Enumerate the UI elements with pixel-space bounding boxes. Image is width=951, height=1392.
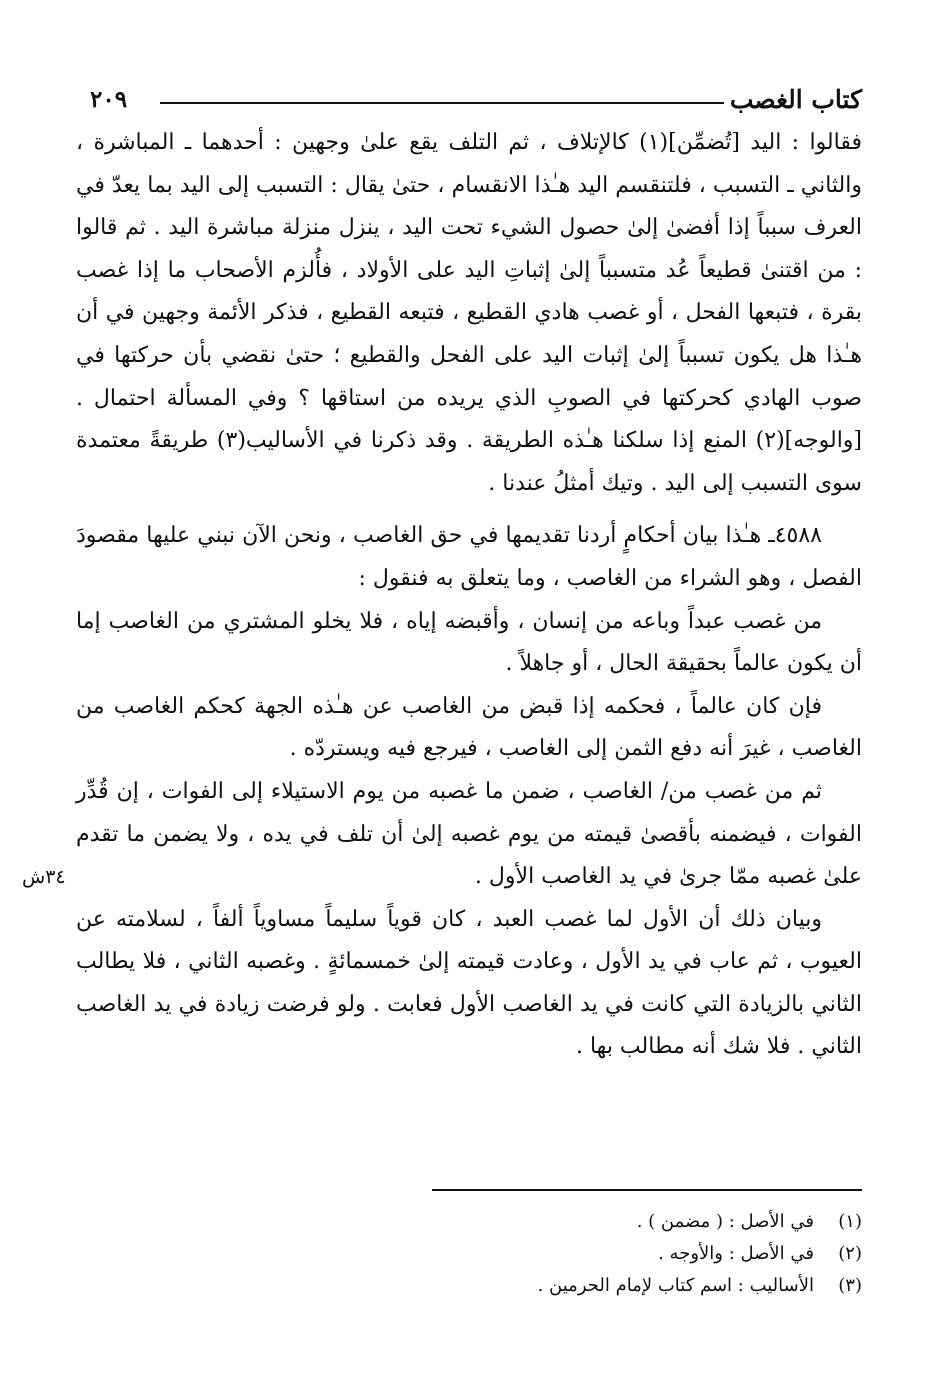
header-rule xyxy=(160,102,724,104)
footnote-text: في الأصل : ( مضمن ) . xyxy=(636,1211,814,1232)
paragraph-4: فإن كان عالماً ، فحكمه إذا قبض من الغاصب عن هـٰذه الجهة كحكم الغاصب من الغاصب ، غيرَ أنه دفع الثمن إلى الغاصب ، فيرجع فيه ويستردّه . xyxy=(76,693,862,762)
header-title: كتاب الغصب xyxy=(729,85,862,114)
footnote-number: (١) xyxy=(838,1211,862,1232)
paragraph-1: فقالوا : اليد [تُضمِّن](١) كالإتلاف ، ثم التلف يقع علىٰ وجهين : أحدهما ـ المباشرة ، والثاني ـ التسبب ، فلتنقسم اليد هـٰذا الانقسام ، حتىٰ يقال : التسبب إلى اليد بما يعدّ في العرف سبباً إذا أفضىٰ إلىٰ حصول الشيء تحت اليد ، ينزل منزلة مباشرة اليد . ثم قالوا : من اقتنىٰ قطيعاً عُد متسبباً إلىٰ إثباتِ اليد على الأولاد ، فأُلزم الأصحاب ما إذا غصب بقرة ، فتبعها الفحل ، أو غصب هادي القطيع ، فتبعه القطيع ، فذكر الأئمة وجهين في أن هـٰذا هل يكون تسبباً إلىٰ إثبات اليد على الفحل والقطيع ؛ حتىٰ نقضي بأن حركتها في صوب الهادي كحركتها في الصوبِ الذي يريده من استاقها ؟ وفي المسألة احتمال . [والوجه](٢) المنع إذا سلكنا هـٰذه الطريقة . وقد ذكرنا في الأساليب(٣) طريقةً معتمدة سوى التسبب إلى اليد . وتيك أمثلُ عندنا . xyxy=(76,130,863,496)
footnote-rule xyxy=(432,1189,862,1191)
footnotes xyxy=(162,1206,862,1302)
footnote-number: (٢) xyxy=(838,1243,862,1264)
page-number: ٢٠٩ xyxy=(90,86,128,113)
paragraph-6: وبيان ذلك أن الأول لما غصب العبد ، كان قوياً سليماً مساوياً ألفاً ، لسلامته عن العيوب ، ثم عاب في يد الأول ، وعادت قيمته إلىٰ خمسمائةٍ . وغصبه الثاني ، فلا يطالب الثاني بالزيادة التي كانت في يد الغاصب الأول فعابت . ولو فرضت زيادة في يد الغاصب الثاني . فلا شك أنه مطالب بها . xyxy=(76,906,862,1060)
paragraph-3: من غصب عبداً وباعه من إنسان ، وأقبضه إياه ، فلا يخلو المشتري من الغاصب إما أن يكون عالماً بحقيقة الحال ، أو جاهلاً . xyxy=(76,608,862,677)
main-text xyxy=(76,122,862,1069)
running-header xyxy=(90,80,862,120)
footnote-text: في الأصل : والأوجه . xyxy=(658,1243,814,1264)
margin-folio-note: ٣٤ش xyxy=(22,866,66,888)
footnote-item xyxy=(162,1270,862,1302)
paragraph-2: ٤٥٨٨ـ هـٰذا بيان أحكامٍ أردنا تقديمها في حق الغاصب ، ونحن الآن نبني عليها مقصودَ الفصل ، وهو الشراء من الغاصب ، وما يتعلق به فنقول : xyxy=(76,523,862,591)
footnote-item xyxy=(162,1238,862,1270)
footnote-text: الأساليب : اسم كتاب لإمام الحرمين . xyxy=(537,1275,814,1296)
paragraph-5: ثم من غصب من/ الغاصب ، ضمن ما غصبه من يوم الاستيلاء إلى الفوات ، إن قُدِّر الفوات ، فيضمنه بأقصىٰ قيمته من يوم غصبه إلىٰ أن تلف في يده ، ولا يضمن ما تقدم علىٰ غصبه ممّا جرىٰ في يد الغاصب الأول . xyxy=(76,778,862,890)
footnote-number: (٣) xyxy=(838,1275,862,1296)
footnote-item xyxy=(162,1206,862,1238)
